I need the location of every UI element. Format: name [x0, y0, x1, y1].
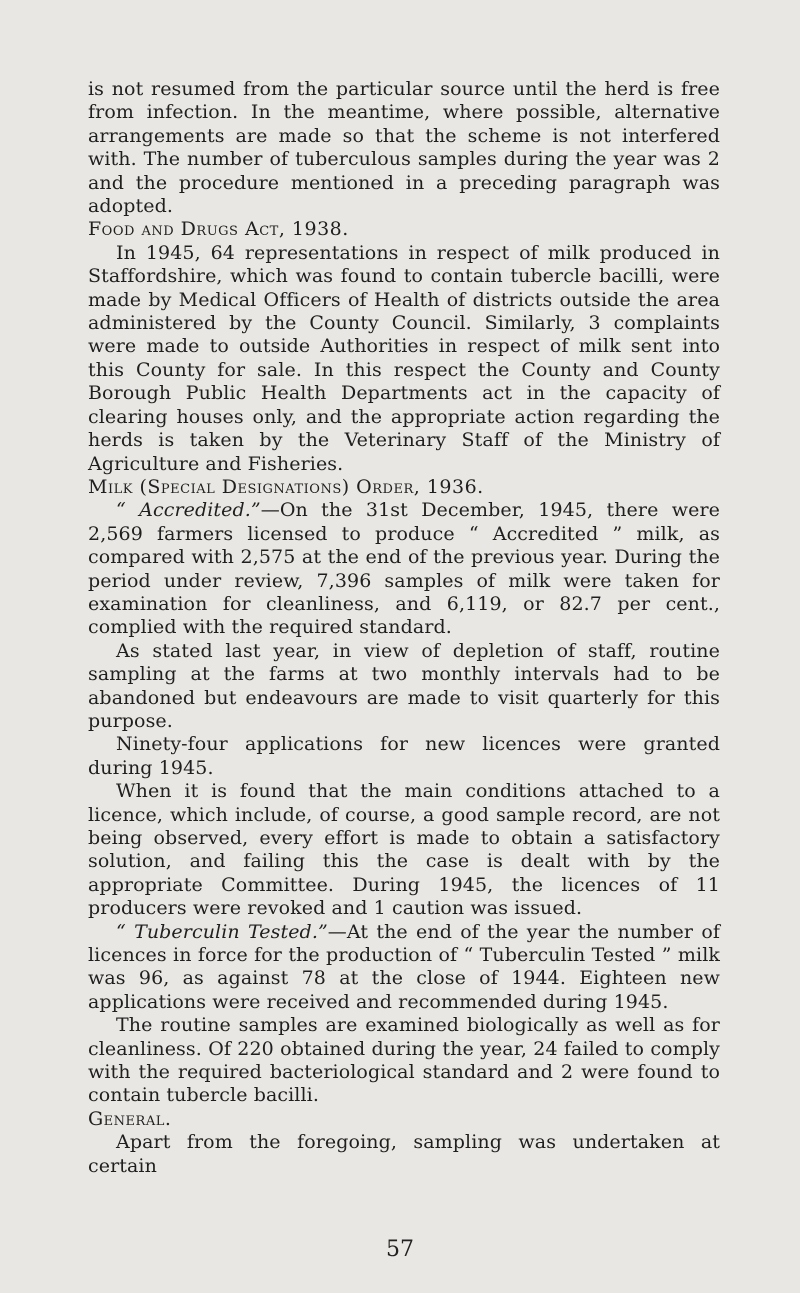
paragraph-general: Apart from the foregoing, sampling was undertaken at certain: [88, 1131, 720, 1177]
paragraph-tuberculin-tested-text: —At the end of the year the number of licences in force for the production of “ Tuberculin Tested ” milk was 96, as against 78 at the close of 1944. Eighteen new applications were received and recommended during 1945.: [88, 920, 721, 1013]
paragraph-licence-conditions: When it is found that the main conditions attached to a licence, which include, of course, a good sample record, are not being observed, every effort is made to obtain a satisfactory solution, and failing this the case is dealt with by the appropriate Committee. During 1945, the licences of 11 producers were revoked and 1 caution was issued.: [88, 780, 720, 920]
subheading-accredited: “ Accredited.”: [116, 499, 261, 522]
paragraph-tuberculin-tested: [88, 921, 720, 1015]
paragraph-new-licences: Ninety-four applications for new licences were granted during 1945.: [88, 733, 720, 779]
page-number: 57: [386, 1237, 414, 1262]
heading-general: General.: [88, 1107, 172, 1130]
paragraph-staff-depletion: As stated last year, in view of depletion of staff, routine sampling at the farms at two monthly intervals had to be abandoned but endeavours are made to visit quarterly for this purpose.: [88, 639, 720, 732]
subheading-tuberculin-tested: “ Tuberculin Tested.”: [116, 920, 328, 943]
paragraph-accredited: [88, 499, 720, 639]
paragraph-representations: In 1945, 64 representations in respect of milk produced in Staffordshire, which was found to contain tubercle bacilli, were made by Medical Officers of Health of districts outside the area administered by the County Council. Similarly, 3 complaints were made to outside Authorities in respect of milk sent into this County for sale. In this respect the County and County Borough Public Health Departments act in the capacity of clearing houses only, and the appropriate action regarding the herds is taken by the Veterinary Staff of the Ministry of Agriculture and Fisheries.: [88, 241, 720, 475]
paragraph-continuation: is not resumed from the particular source until the herd is free from infection. In the meantime, where possible, alternative arrangements are made so that the scheme is not interfered with. The number of tuberculous samples during the year was 2 and the procedure mentioned in a preceding paragraph was adopted.: [88, 78, 720, 218]
heading-milk-order: Milk (Special Designations) Order, 1936.: [88, 475, 484, 498]
document-page: [88, 78, 720, 1178]
heading-food-and-drugs-act: Food and Drugs Act, 1938.: [88, 218, 349, 241]
paragraph-accredited-text: —On the 31st December, 1945, there were 2,569 farmers licensed to produce “ Accredited ” milk, as compared with 2,575 at the end of the previous year. During the period under review, 7,396 samples of milk were taken for examination for cleanliness, and 6,119, or 82.7 per cent., complied with the required standard.: [88, 499, 720, 639]
paragraph-routine-samples: The routine samples are examined biologically as well as for cleanliness. Of 220 obtained during the year, 24 failed to comply with the required bacteriological standard and 2 were found to contain tubercle bacilli.: [88, 1014, 720, 1107]
